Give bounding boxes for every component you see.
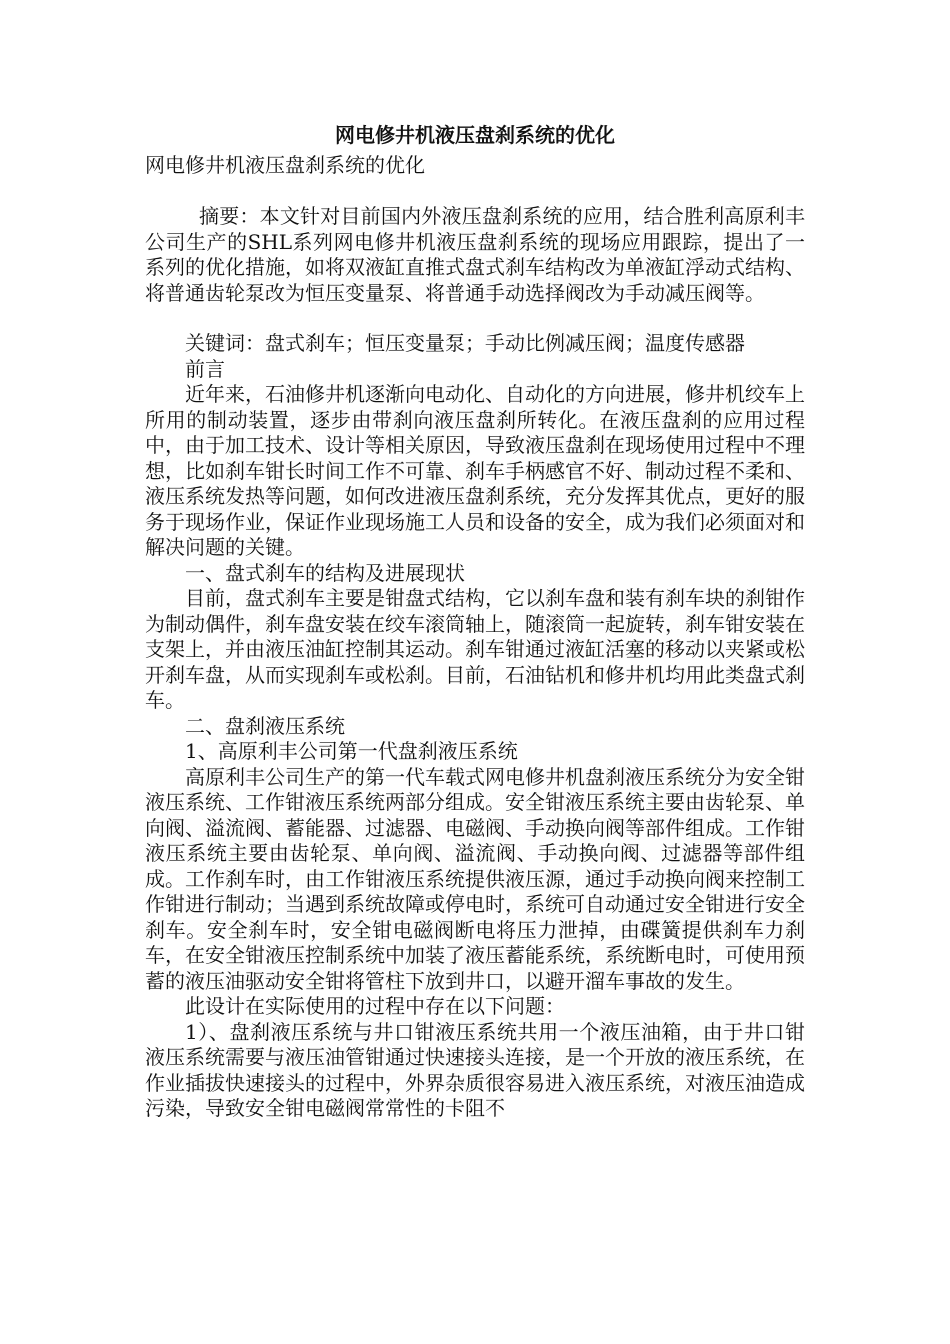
section1-paragraph: 目前，盘式刹车主要是钳盘式结构，它以刹车盘和装有刹车块的刹钳作为制动偶件，刹车盘安装在绞车滚筒轴上，随滚筒一起旋转，刹车钳安装在支架上，并由液压油缸控制其运动。刹车钳通过液缸活塞的移动以夹紧或松开刹车盘，从而实现刹车或松刹。目前，石油钻机和修井机均用此类盘式刹车。 — [145, 586, 805, 712]
preface-paragraph: 近年来，石油修井机逐渐向电动化、自动化的方向进展，修井机绞车上所用的制动装置，逐步由带刹向液压盘刹所转化。在液压盘刹的应用过程中，由于加工技术、设计等相关原因，导致液压盘刹在现场使用过程中不理想，比如刹车钳长时间工作不可靠、刹车手柄感官不好、制动过程不柔和、液压系统发热等问题，如何改进液压盘刹系统，充分发挥其优点，更好的服务于现场作业，保证作业现场施工人员和设备的安全，成为我们必须面对和解决问题的关键。 — [145, 382, 805, 559]
paragraph-gap — [145, 306, 805, 331]
keywords-paragraph: 关键词：盘式刹车；恒压变量泵；手动比例减压阀；温度传感器 — [185, 331, 745, 355]
document-subtitle: 网电修井机液压盘刹系统的优化 — [145, 153, 425, 177]
problems-intro: 此设计在实际使用的过程中存在以下问题： — [185, 994, 565, 1018]
abstract-paragraph: 摘要：本文针对目前国内外液压盘刹系统的应用，结合胜利高原利丰公司生产的SHL系列网电修井机液压盘刹系统的现场应用跟踪，提出了一系列的优化措施，如将双液缸直推式盘式刹车结构改为单液缸浮动式结构、将普通齿轮泵改为恒压变量泵、将普通手动选择阀改为手动减压阀等。 — [145, 204, 805, 305]
problem1-paragraph: 1）、盘刹液压系统与井口钳液压系统共用一个液压油箱，由于井口钳液压系统需要与液压油管钳通过快速接头连接，是一个开放的液压系统，在作业插拔快速接头的过程中，外界杂质很容易进入液压系统，对液压油造成污染，导致安全钳电磁阀常常性的卡阻不 — [145, 1019, 805, 1120]
subsection1-heading: 1、高原利丰公司第一代盘刹液压系统 — [185, 739, 518, 763]
document-title: 网电修井机液压盘刹系统的优化 — [335, 123, 615, 147]
document-page — [145, 118, 805, 1122]
section2-heading: 二、盘刹液压系统 — [185, 713, 345, 738]
preface-heading: 前言 — [185, 356, 225, 381]
subsection1-paragraph: 高原利丰公司生产的第一代车载式网电修井机盘刹液压系统分为安全钳液压系统、工作钳液压系统两部分组成。安全钳液压系统主要由齿轮泵、单向阀、溢流阀、蓄能器、过滤器、电磁阀、手动换向阀等部件组成。工作钳液压系统主要由齿轮泵、单向阀、溢流阀、手动换向阀、过滤器等部件组成。工作刹车时，由工作钳液压系统提供液压源，通过手动换向阀来控制工作钳进行制动；当遇到系统故障或停电时，系统可自动通过安全钳进行安全刹车。安全刹车时，安全钳电磁阀断电将压力泄掉，由碟簧提供刹车力刹车，在安全钳液压控制系统中加装了液压蓄能系统，系统断电时，可使用预蓄的液压油驱动安全钳将管柱下放到井口，以避开溜车事故的发生。 — [145, 764, 805, 993]
section1-heading: 一、盘式刹车的结构及进展现状 — [185, 560, 465, 585]
